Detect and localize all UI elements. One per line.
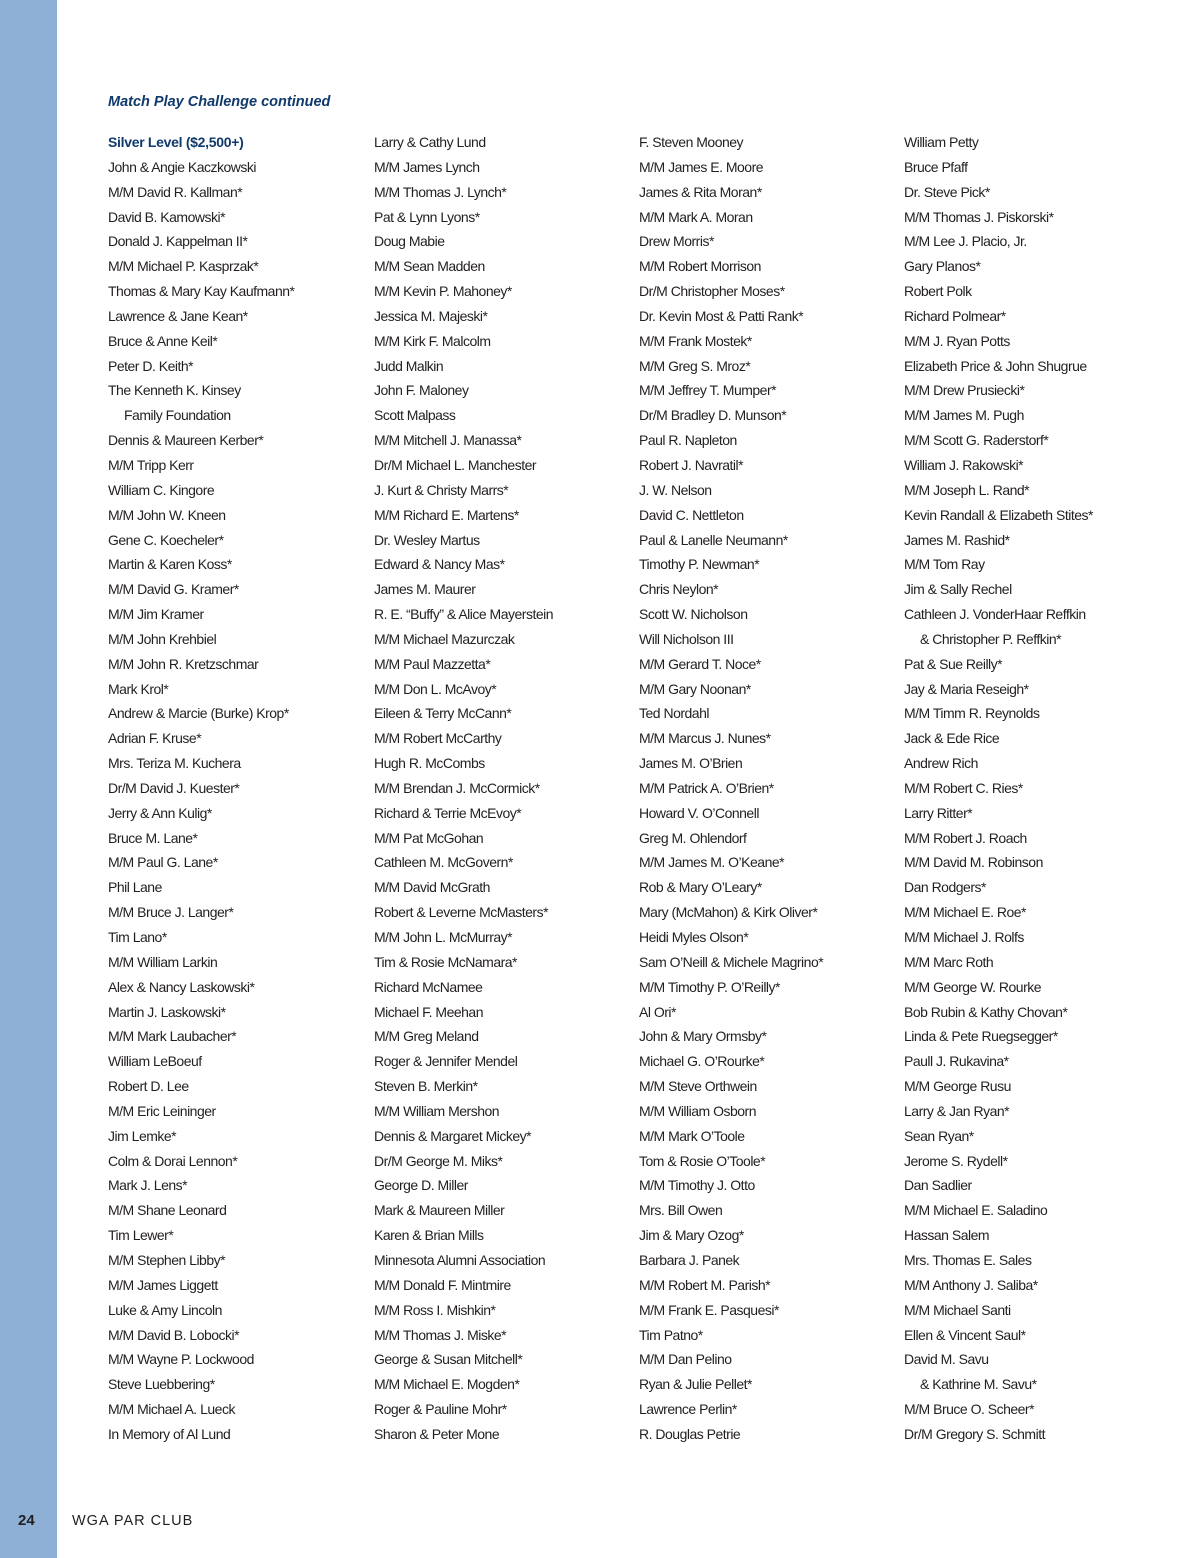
donor-name: Thomas & Mary Kay Kaufmann*	[108, 283, 295, 300]
donor-name: Sean Ryan*	[904, 1127, 974, 1144]
donor-name: James M. Maurer	[374, 581, 476, 598]
donor-name: M/M David M. Robinson	[904, 854, 1043, 871]
donor-column-4	[904, 130, 1166, 1447]
donor-name: Ted Nordahl	[639, 705, 709, 722]
donor-name: M/M Marcus J. Nunes*	[639, 730, 771, 747]
donor-name: M/M William Larkin	[108, 953, 218, 970]
donor-name: Doug Mabie	[374, 233, 445, 250]
donor-name: Dr. Wesley Martus	[374, 531, 480, 548]
donor-name: M/M Timothy P. O’Reilly*	[639, 978, 780, 995]
donor-name: Dennis & Margaret Mickey*	[374, 1127, 532, 1144]
donor-name: & Kathrine M. Savu*	[920, 1376, 1037, 1393]
donor-name: Karen & Brian Mills	[374, 1227, 484, 1244]
donor-name: Tim & Rosie McNamara*	[374, 953, 518, 970]
donor-name: M/M James Liggett	[108, 1276, 218, 1293]
donor-name: M/M Patrick A. O’Brien*	[639, 779, 774, 796]
donor-name: Tom & Rosie O’Toole*	[639, 1152, 766, 1169]
donor-name: Linda & Pete Ruegsegger*	[904, 1028, 1058, 1045]
donor-name: Alex & Nancy Laskowski*	[108, 978, 255, 995]
donor-name: M/M Michael E. Roe*	[904, 904, 1026, 921]
donor-name: Jim Lemke*	[108, 1127, 177, 1144]
donor-name: Chris Neylon*	[639, 581, 719, 598]
donor-name: R. Douglas Petrie	[639, 1425, 741, 1442]
donor-name: M/M Gary Noonan*	[639, 680, 751, 697]
donor-name: M/M Robert J. Roach	[904, 829, 1027, 846]
donor-name: M/M Greg Meland	[374, 1028, 479, 1045]
donor-name: David C. Nettleton	[639, 506, 744, 523]
donor-name: M/M Mark Laubacher*	[108, 1028, 237, 1045]
donor-name: M/M Robert McCarthy	[374, 730, 502, 747]
donor-name: Andrew Rich	[904, 755, 978, 772]
donor-name: Gene C. Koecheler*	[108, 531, 224, 548]
donor-name: Phil Lane	[108, 879, 162, 896]
donor-name: M/M Thomas J. Piskorski*	[904, 208, 1054, 225]
donor-name: M/M Timothy J. Otto	[639, 1177, 755, 1194]
left-color-band	[0, 0, 57, 1558]
donor-name: Mrs. Teriza M. Kuchera	[108, 755, 241, 772]
donor-name: Michael G. O’Rourke*	[639, 1053, 765, 1070]
donor-name: Robert D. Lee	[108, 1078, 189, 1095]
donor-name: M/M Michael J. Rolfs	[904, 929, 1024, 945]
donor-name: Family Foundation	[124, 407, 231, 424]
donor-name: Judd Malkin	[374, 357, 444, 374]
donor-name: M/M Gerard T. Noce*	[639, 655, 761, 672]
donor-name: Hassan Salem	[904, 1227, 990, 1244]
donor-name: Dan Sadlier	[904, 1177, 972, 1194]
donor-name: Gary Planos*	[904, 258, 981, 275]
donor-name: Michael F. Meehan	[374, 1003, 484, 1020]
donor-name: Jack & Ede Rice	[904, 730, 1000, 747]
donor-name: M/M Robert M. Parish*	[639, 1276, 771, 1293]
donor-name: Paul & Lanelle Neumann*	[639, 531, 788, 548]
donor-name: M/M J. Ryan Potts	[904, 332, 1010, 349]
donor-name: M/M Michael E. Saladino	[904, 1202, 1048, 1219]
donor-name: Luke & Amy Lincoln	[108, 1301, 222, 1318]
donor-name: M/M Ross I. Mishkin*	[374, 1301, 496, 1318]
donor-name: Dr. Kevin Most & Patti Rank*	[639, 307, 804, 324]
section-title: Match Play Challenge continued	[108, 94, 331, 110]
donor-name: Howard V. O’Connell	[639, 804, 759, 821]
donor-name: Jerome S. Rydell*	[904, 1152, 1008, 1169]
donor-name: M/M Joseph L. Rand*	[904, 481, 1030, 498]
donor-name: Larry & Jan Ryan*	[904, 1102, 1010, 1119]
donor-name: Mary (McMahon) & Kirk Oliver*	[639, 904, 818, 921]
donor-name: M/M Dan Pelino	[639, 1351, 732, 1368]
donor-name: Martin J. Laskowski*	[108, 1003, 226, 1020]
donor-name: Richard & Terrie McEvoy*	[374, 804, 522, 821]
donor-name: M/M James Lynch	[374, 158, 480, 175]
donor-name: M/M David B. Lobocki*	[108, 1326, 240, 1343]
donor-name: Steve Luebbering*	[108, 1376, 215, 1393]
donor-name: M/M Robert C. Ries*	[904, 779, 1023, 796]
donor-name: Timothy P. Newman*	[639, 556, 760, 573]
donor-name: James & Rita Moran*	[639, 183, 762, 200]
donor-name: Jessica M. Majeski*	[374, 307, 488, 324]
donor-name: Mrs. Thomas E. Sales	[904, 1251, 1032, 1268]
donor-name: Jay & Maria Reseigh*	[904, 680, 1029, 697]
donor-name: Tim Lano*	[108, 929, 167, 945]
donor-name: Paul R. Napleton	[639, 432, 737, 449]
donor-name: M/M James M. Pugh	[904, 407, 1024, 424]
donor-name: Dan Rodgers*	[904, 879, 986, 896]
donor-name: M/M Michael A. Lueck	[108, 1401, 235, 1418]
donor-name: Colm & Dorai Lennon*	[108, 1152, 238, 1169]
donor-name: Pat & Sue Reilly*	[904, 655, 1003, 672]
donor-name: Dr/M Gregory S. Schmitt	[904, 1425, 1045, 1442]
donor-name: George & Susan Mitchell*	[374, 1351, 523, 1368]
donor-name: M/M Greg S. Mroz*	[639, 357, 751, 374]
donor-name: Dr/M Michael L. Manchester	[374, 456, 537, 473]
donor-name: The Kenneth K. Kinsey	[108, 382, 241, 399]
donor-name: J. W. Nelson	[639, 481, 712, 498]
donor-name: Larry Ritter*	[904, 804, 973, 821]
donor-name: David M. Savu	[904, 1351, 989, 1368]
donor-name: M/M Stephen Libby*	[108, 1251, 226, 1268]
donor-column-1	[108, 130, 370, 1447]
donor-column-2	[374, 130, 636, 1447]
donor-name: M/M Lee J. Placio, Jr.	[904, 233, 1027, 250]
donor-name: M/M William Osborn	[639, 1102, 757, 1119]
donor-name: Bruce Pfaff	[904, 158, 968, 175]
donor-name: Jim & Sally Rechel	[904, 581, 1012, 598]
donor-name: Minnesota Alumni Association	[374, 1251, 546, 1268]
donor-name: Edward & Nancy Mas*	[374, 556, 505, 573]
donor-name: Kevin Randall & Elizabeth Stites*	[904, 506, 1093, 523]
donor-name: Ellen & Vincent Saul*	[904, 1326, 1026, 1343]
donor-name: M/M Donald F. Mintmire	[374, 1276, 511, 1293]
donor-name: M/M Don L. McAvoy*	[374, 680, 497, 697]
donor-name: Jerry & Ann Kulig*	[108, 804, 212, 821]
donor-name: Richard McNamee	[374, 978, 483, 995]
donor-name: Dennis & Maureen Kerber*	[108, 432, 264, 449]
donor-name: Greg M. Ohlendorf	[639, 829, 747, 846]
donor-name: Dr/M Bradley D. Munson*	[639, 407, 787, 424]
donor-name: M/M George Rusu	[904, 1078, 1011, 1095]
donor-name: M/M Thomas J. Miske*	[374, 1326, 507, 1343]
donor-name: M/M Pat McGohan	[374, 829, 484, 846]
level-heading: Silver Level ($2,500+)	[108, 134, 244, 150]
donor-name: M/M William Mershon	[374, 1102, 500, 1119]
donor-name: Scott Malpass	[374, 407, 456, 424]
donor-name: M/M James E. Moore	[639, 158, 764, 175]
donor-name: Heidi Myles Olson*	[639, 929, 749, 945]
donor-name: Cathleen M. McGovern*	[374, 854, 513, 871]
donor-name: Cathleen J. VonderHaar Reffkin	[904, 606, 1086, 623]
donor-name: David B. Kamowski*	[108, 208, 226, 225]
donor-name: William J. Rakowski*	[904, 456, 1024, 473]
donor-name: Sharon & Peter Mone	[374, 1425, 500, 1442]
donor-name: Tim Lewer*	[108, 1227, 174, 1244]
donor-name: M/M Bruce J. Langer*	[108, 904, 234, 921]
donor-name: Jim & Mary Ozog*	[639, 1227, 744, 1244]
donor-name: Scott W. Nicholson	[639, 606, 748, 623]
donor-name: Al Ori*	[639, 1003, 676, 1020]
donor-name: M/M Jeffrey T. Mumper*	[639, 382, 777, 399]
donor-name: Hugh R. McCombs	[374, 755, 485, 772]
donor-name: Lawrence Perlin*	[639, 1401, 737, 1418]
donor-name: M/M Mark O’Toole	[639, 1127, 745, 1144]
donor-name: M/M David G. Kramer*	[108, 581, 239, 598]
donor-column-3	[639, 130, 901, 1447]
donor-name: M/M Brendan J. McCormick*	[374, 779, 540, 796]
donor-name: Sam O’Neill & Michele Magrino*	[639, 953, 824, 970]
donor-name: William Petty	[904, 134, 979, 150]
donor-name: M/M David McGrath	[374, 879, 490, 896]
donor-name: M/M Michael E. Mogden*	[374, 1376, 520, 1393]
donor-name: M/M Mitchell J. Manassa*	[374, 432, 522, 449]
donor-name: John & Mary Ormsby*	[639, 1028, 767, 1045]
donor-name: Mark J. Lens*	[108, 1177, 188, 1194]
donor-name: M/M Drew Prusiecki*	[904, 382, 1025, 399]
donor-name: M/M Kevin P. Mahoney*	[374, 283, 512, 300]
donor-name: M/M Kirk F. Malcolm	[374, 332, 491, 349]
donor-name: M/M Tripp Kerr	[108, 456, 194, 473]
donor-name: Elizabeth Price & John Shugrue	[904, 357, 1087, 374]
donor-name: M/M Thomas J. Lynch*	[374, 183, 507, 200]
donor-name: M/M John W. Kneen	[108, 506, 226, 523]
donor-name: M/M John R. Kretzschmar	[108, 655, 259, 672]
donor-name: F. Steven Mooney	[639, 134, 744, 150]
donor-name: Martin & Karen Koss*	[108, 556, 232, 573]
donor-name: Dr. Steve Pick*	[904, 183, 990, 200]
donor-name: Roger & Jennifer Mendel	[374, 1053, 518, 1070]
donor-name: William C. Kingore	[108, 481, 215, 498]
donor-name: Paull J. Rukavina*	[904, 1053, 1009, 1070]
donor-name: Barbara J. Panek	[639, 1251, 740, 1268]
donor-name: M/M Tom Ray	[904, 556, 985, 573]
donor-name: M/M Michael P. Kasprzak*	[108, 258, 259, 275]
donor-name: Pat & Lynn Lyons*	[374, 208, 480, 225]
donor-name: John F. Maloney	[374, 382, 469, 399]
donor-name: Robert & Leverne McMasters*	[374, 904, 549, 921]
donor-name: M/M Richard E. Martens*	[374, 506, 519, 523]
donor-name: Robert J. Navratil*	[639, 456, 744, 473]
donor-name: Bruce M. Lane*	[108, 829, 198, 846]
donor-name: Drew Morris*	[639, 233, 714, 250]
donor-name: Peter D. Keith*	[108, 357, 194, 374]
donor-name: M/M Michael Mazurczak	[374, 630, 515, 647]
donor-name: M/M David R. Kallman*	[108, 183, 243, 200]
donor-name: M/M Bruce O. Scheer*	[904, 1401, 1035, 1418]
donor-name: M/M John Krehbiel	[108, 630, 217, 647]
donor-name: Dr/M George M. Miks*	[374, 1152, 503, 1169]
donor-name: William LeBoeuf	[108, 1053, 202, 1070]
donor-name: Richard Polmear*	[904, 307, 1006, 324]
donor-name: Bob Rubin & Kathy Chovan*	[904, 1003, 1068, 1020]
donor-name: M/M Eric Leininger	[108, 1102, 216, 1119]
donor-name: James M. Rashid*	[904, 531, 1010, 548]
donor-name: John & Angie Kaczkowski	[108, 158, 257, 175]
donor-name: M/M Sean Madden	[374, 258, 485, 275]
donor-name: M/M Jim Kramer	[108, 606, 204, 623]
publication-name: WGA PAR CLUB	[72, 1513, 194, 1529]
donor-name: Robert Polk	[904, 283, 972, 300]
donor-name: Will Nicholson III	[639, 630, 734, 647]
donor-name: M/M James M. O’Keane*	[639, 854, 785, 871]
donor-name: James M. O’Brien	[639, 755, 743, 772]
donor-name: R. E. “Buffy” & Alice Mayerstein	[374, 606, 554, 623]
donor-name: Mrs. Bill Owen	[639, 1202, 723, 1219]
donor-name: In Memory of Al Lund	[108, 1425, 231, 1442]
donor-name: Bruce & Anne Keil*	[108, 332, 218, 349]
donor-name: Mark Krol*	[108, 680, 169, 697]
donor-name: Roger & Pauline Mohr*	[374, 1401, 507, 1418]
donor-name: M/M John L. McMurray*	[374, 929, 513, 945]
donor-name: M/M Marc Roth	[904, 953, 994, 970]
donor-name: M/M Mark A. Moran	[639, 208, 753, 225]
donor-name: M/M Anthony J. Saliba*	[904, 1276, 1038, 1293]
donor-name: Dr/M Christopher Moses*	[639, 283, 785, 300]
donor-name: M/M Michael Santi	[904, 1301, 1011, 1318]
page-number: 24	[18, 1512, 35, 1529]
donor-name: Steven B. Merkin*	[374, 1078, 478, 1095]
donor-name: J. Kurt & Christy Marrs*	[374, 481, 509, 498]
donor-name: Lawrence & Jane Kean*	[108, 307, 248, 324]
donor-name: M/M Frank E. Pasquesi*	[639, 1301, 779, 1318]
donor-name: Eileen & Terry McCann*	[374, 705, 512, 722]
donor-name: Rob & Mary O’Leary*	[639, 879, 762, 896]
donor-name: & Christopher P. Reffkin*	[920, 630, 1062, 647]
donor-name: Larry & Cathy Lund	[374, 134, 486, 150]
donor-name: M/M Paul G. Lane*	[108, 854, 218, 871]
donor-name: Adrian F. Kruse*	[108, 730, 202, 747]
donor-name: Tim Patno*	[639, 1326, 703, 1343]
donor-name: M/M Steve Orthwein	[639, 1078, 757, 1095]
donor-name: M/M Frank Mostek*	[639, 332, 752, 349]
donor-name: Andrew & Marcie (Burke) Krop*	[108, 705, 289, 722]
donor-name: Mark & Maureen Miller	[374, 1202, 505, 1219]
donor-name: M/M Shane Leonard	[108, 1202, 227, 1219]
donor-name: M/M Robert Morrison	[639, 258, 761, 275]
donor-name: M/M Scott G. Raderstorf*	[904, 432, 1049, 449]
donor-name: M/M Wayne P. Lockwood	[108, 1351, 254, 1368]
donor-name: M/M Timm R. Reynolds	[904, 705, 1040, 722]
donor-name: M/M George W. Rourke	[904, 978, 1042, 995]
donor-name: Donald J. Kappelman II*	[108, 233, 248, 250]
donor-name: M/M Paul Mazzetta*	[374, 655, 491, 672]
donor-name: George D. Miller	[374, 1177, 468, 1194]
donor-name: Ryan & Julie Pellet*	[639, 1376, 752, 1393]
donor-name: Dr/M David J. Kuester*	[108, 779, 240, 796]
